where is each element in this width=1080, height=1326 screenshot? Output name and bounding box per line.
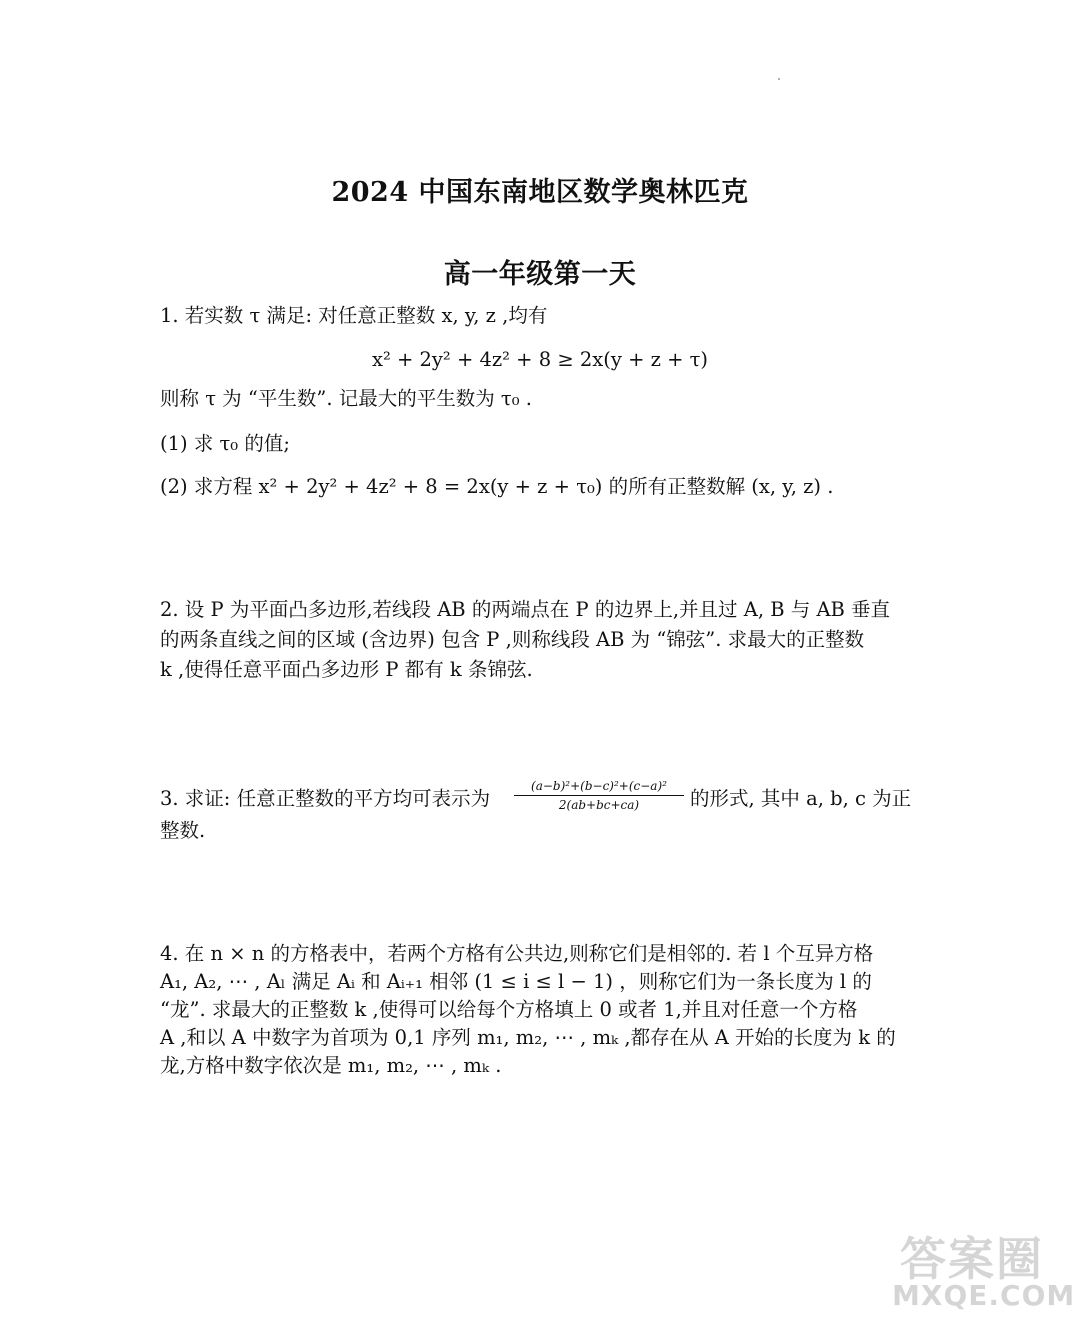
problem-3-fraction (514, 778, 684, 813)
page-title: 2024 中国东南地区数学奥林匹克 (331, 177, 749, 208)
problem-2-line-2: 的两条直线之间的区域 (含边界) 包含 P ,则称线段 AB 为 “锦弦”. 求最大的正整数 (160, 628, 865, 651)
problem-1-part-2: (2) 求方程 x² + 2y² + 4z² + 8 = 2x(y + z + τ₀) 的所有正整数解 (x, y, z) . (160, 475, 834, 498)
problem-4-line-4: A ,和以 A 中数字为首项为 0,1 序列 m₁, m₂, ⋯ , mₖ ,都存在从 A 开始的长度为 k 的 (160, 1026, 896, 1049)
problem-1-line-2: 则称 τ 为 “平生数”. 记最大的平生数为 τ₀ . (160, 387, 532, 410)
fraction-numerator: (a−b)²+(b−c)²+(c−a)² (514, 778, 684, 796)
problem-4-line-1: 4. 在 n × n 的方格表中，若两个方格有公共边,则称它们是相邻的. 若 l 个互异方格 (160, 942, 874, 965)
stray-dot (778, 78, 780, 80)
watermark-url: MXQE.COM (892, 1279, 1076, 1312)
problem-4-line-2: A₁, A₂, ⋯ , Aₗ 满足 Aᵢ 和 Aᵢ₊₁ 相邻 (1 ≤ i ≤ l − 1) ，则称它们为一条长度为 l 的 (160, 970, 872, 993)
fraction-denominator: 2(ab+bc+ca) (558, 798, 640, 812)
problem-4-line-3: “龙”. 求最大的正整数 k ,使得可以给每个方格填上 0 或者 1,并且对任意一个方格 (160, 998, 858, 1021)
watermark-text: 答案圈 (900, 1232, 1044, 1286)
watermark-logo (890, 1221, 1076, 1316)
problem-3-line-1-post: 的形式, 其中 a, b, c 为正 (690, 787, 912, 810)
problem-3-line-1-pre: 3. 求证: 任意正整数的平方均可表示为 (160, 787, 491, 810)
page-subtitle: 高一年级第一天 (443, 259, 637, 290)
problem-3-line-2: 整数. (160, 819, 206, 842)
problem-2-line-3: k ,使得任意平面凸多边形 P 都有 k 条锦弦. (160, 658, 533, 681)
problem-1-part-1: (1) 求 τ₀ 的值; (160, 432, 290, 455)
problem-4-line-5: 龙,方格中数字依次是 m₁, m₂, ⋯ , mₖ . (160, 1054, 502, 1077)
problem-1-formula: x² + 2y² + 4z² + 8 ≥ 2x(y + z + τ) (371, 348, 709, 371)
problem-2-line-1: 2. 设 P 为平面凸多边形,若线段 AB 的两端点在 P 的边界上,并且过 A, B 与 AB 垂直 (160, 598, 891, 621)
problem-1-line-1: 1. 若实数 τ 满足: 对任意正整数 x, y, z ,均有 (160, 304, 548, 327)
